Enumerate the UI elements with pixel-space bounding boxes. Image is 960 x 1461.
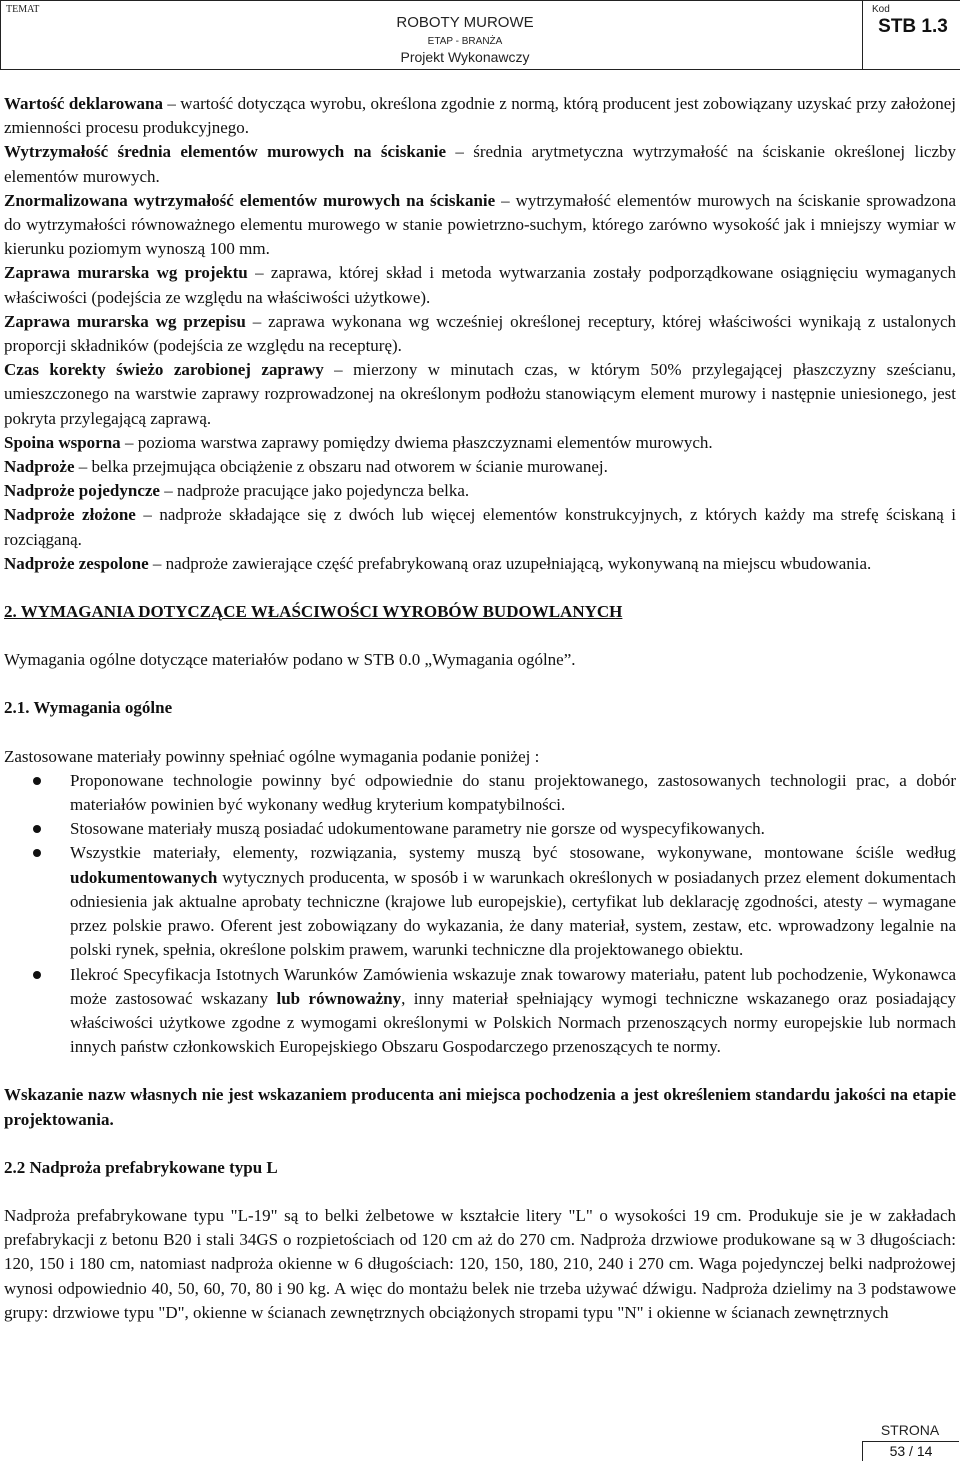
section-2-1-heading: 2.1. Wymagania ogólne	[4, 698, 173, 718]
definition-item	[4, 189, 956, 262]
definitions-list	[4, 92, 956, 576]
definition-item	[4, 503, 956, 551]
definition-text: – pozioma warstwa zaprawy pomiędzy dwiema płaszczyznami elementów murowych.	[120, 432, 713, 452]
definition-text: – nadproże składające się z dwóch lub więcej elementów konstrukcyjnych, z których każdy ma strefę ściskaną i rozciąganą.	[4, 505, 956, 549]
section-2-intro: Wymagania ogólne dotyczące materiałów podano w STB 0.0 „Wymagania ogólne”.	[4, 650, 576, 670]
section-2-2-text: Nadproża prefabrykowane typu "L-19" są to belki żelbetowe w kształcie litery "L" o wysokości 19 cm. Produkuje sie je w zakładach prefabrykacji z betonu B20 i stali 34GS o rozpietościach od 120 cm aż do 270 cm. Nadproża drzwiowe produkowane są w 3 długościach: 120, 150 i 180 cm, natomiast nadproża okienne w 6 długościach: 120, 150, 180, 210, 240 i 270 cm. Waga pojedynczej belki nadprożowej wynosi odpowiednio 40, 50, 60, 70, 80 i 90 kg. A więc do montażu belek nie trzeba używać dźwigu. Nadproża dzielimy na 3 podstawowe grupy: drzwiowe typu "D", okienne w ścianach zewnętrznych obciążonych stropami typu "N" i okienne w ścianach zewnętrznych	[4, 1205, 956, 1322]
header-left-rule	[0, 0, 1, 70]
bullet-icon	[33, 849, 41, 857]
list-item	[4, 817, 956, 841]
definition-term: Spoina wsporna	[4, 432, 121, 452]
definition-text: – nadproże pracujące jako pojedyncza belka.	[159, 481, 470, 501]
definition-text: – belka przejmująca obciążenie z obszaru nad otworem w ścianie murowanej.	[74, 457, 608, 477]
list-item-post: , inny materiał spełniający wymogi techniczne wskazanego oraz posiadający właściwości użytkowe zgodne z wymogami określonymi w Polskich Normach przenoszących normy europejskie lub normach innych państw członkowskich Europejskiego Obszaru Gospodarczego przenoszących te normy.	[70, 988, 956, 1057]
list-item-pre: Wszystkie materiały, elementy, rozwiązania, systemy muszą być stosowane, wykonywane, montowane ściśle według	[70, 843, 956, 863]
definition-term: Czas korekty świeżo zarobionej zaprawy	[4, 360, 324, 380]
definition-item	[4, 431, 956, 455]
page-number: 53 / 14	[862, 1441, 959, 1461]
bullet-icon	[33, 825, 41, 833]
section-2-heading: 2. WYMAGANIA DOTYCZĄCE WŁAŚCIWOŚCI WYROBÓW BUDOWLANYCH	[4, 602, 623, 622]
definition-text: – zaprawa, której skład i metoda wytwarzania zostały podporządkowane osiągnięciu wymaganych właściwości (podejścia ze względu na właściwości użytkowe).	[4, 263, 956, 307]
definition-item	[4, 479, 956, 503]
list-item-bold: lub równoważny	[276, 988, 402, 1008]
definition-term: Nadproże złożone	[4, 505, 136, 525]
list-item-pre: Ilekroć Specyfikacja Istotnych Warunków Zamówienia wskazuje znak towarowy materiału, patent lub pochodzenie, Wykonawca może zastosować wskazany	[70, 964, 956, 1008]
definition-item	[4, 140, 956, 188]
requirements-list	[4, 769, 956, 1059]
definition-term: Nadproże zespolone	[4, 553, 149, 573]
definition-text: – zaprawa wykonana wg wcześniej określonej receptury, której właściwości wynikają z ustalonych proporcji składników (podejścia ze względu na recepturę).	[4, 311, 957, 356]
definition-item	[4, 92, 956, 140]
list-item	[4, 963, 956, 1060]
document-code: STB 1.3	[878, 16, 948, 37]
bullet-icon	[33, 971, 41, 979]
list-item-bold: udokumentowanych	[70, 867, 218, 887]
definition-term: Zaprawa murarska wg projektu	[4, 263, 248, 283]
document-body	[4, 92, 956, 1325]
list-item-pre: Proponowane technologie powinny być odpowiednie do stanu projektowanego, zastosowanych technologii prac, a dobór materiałów powinien być wykonany według kryterium kompatybilności.	[70, 770, 956, 815]
header-subtitle: Projekt Wykonawczy	[400, 49, 530, 65]
temat-label: TEMAT	[6, 4, 40, 15]
definition-term: Nadproże	[4, 457, 75, 477]
definition-term: Wytrzymałość średnia elementów murowych na ściskanie	[4, 142, 447, 162]
definition-text: – wytrzymałość elementów murowych na ściskanie sprowadzona do wytrzymałości równoważnego elementu murowego w stanie powietrzno-suchym, którego zarówno wysokość jak i mniejszy wymiar w kierunku poziomym wynoszą 100 mm.	[4, 190, 956, 259]
definition-item	[4, 261, 956, 309]
definition-text: – średnia arytmetyczna wytrzymałość na ściskanie określonej liczby elementów murowych.	[4, 142, 957, 186]
header-title: ROBOTY MUROWE	[396, 14, 534, 31]
definition-text: – mierzony w minutach czas, w którym 50% przylegającej płaszczyzny sześcianu, umieszczonego na warstwie zaprawy rozprowadzonej na określonym podłożu stanowiącym element murowy i następnie uniesionego, jest pokryta przylegającą zaprawą.	[4, 360, 956, 428]
definition-item	[4, 552, 956, 576]
definition-item	[4, 455, 956, 479]
list-item	[4, 769, 956, 817]
list-item	[4, 841, 956, 962]
definition-text: – wartość dotycząca wyrobu, określona zgodnie z normą, którą producent jest zobowiązany uzyskać przy założonej zmienności procesu produkcyjnego.	[4, 94, 956, 138]
definition-term: Znormalizowana wytrzymałość elementów murowych na ściskanie	[4, 190, 496, 210]
kod-label: Kod	[872, 4, 890, 15]
strona-label: STRONA	[880, 1422, 940, 1438]
page-footer	[862, 1422, 958, 1460]
definition-item	[4, 358, 956, 431]
header-bottom-rule	[0, 69, 960, 70]
naming-note: Wskazanie nazw własnych nie jest wskazaniem producenta ani miejsca pochodzenia a jest określeniem standardu jakości na etapie projektowania.	[4, 1085, 956, 1129]
header-divider	[862, 0, 863, 70]
definition-item	[4, 310, 956, 358]
section-2-2-heading: 2.2 Nadproża prefabrykowane typu L	[4, 1157, 278, 1177]
bullet-icon	[33, 777, 41, 785]
list-item-post: wytycznych producenta, w sposób i w warunkach określonych w posiadanych przez element dokumentach odniesienia jak aktualne aprobaty techniczne (krajowe lub europejskie), certyfikat lub deklarację zgodności, atesty – wymagane przez polskie prawo. Oferent jest zobowiązany do wykazania, że dany materiał, system, zestaw, etc. wprowadzony legalnie na polski rynek, spełnia, określone polskim prawem, warunki techniczne dla projektowanego obiektu.	[70, 867, 956, 960]
etap-label: ETAP - BRANŻA	[427, 36, 503, 47]
document-header	[0, 0, 960, 70]
definition-text: – nadproże zawierające część prefabrykowaną oraz uzupełniającą, wykonywaną na miejscu wbudowania.	[148, 553, 872, 573]
definition-term: Zaprawa murarska wg przepisu	[4, 311, 246, 331]
definition-term: Wartość deklarowana	[4, 94, 163, 113]
list-item-pre: Stosowane materiały muszą posiadać udokumentowane parametry nie gorsze od wyspecyfikowanych.	[70, 819, 765, 839]
section-2-1-intro: Zastosowane materiały powinny spełniać ogólne wymagania podanie poniżej :	[4, 746, 540, 766]
header-top-rule	[0, 0, 960, 1]
definition-term: Nadproże pojedyncze	[4, 481, 160, 501]
